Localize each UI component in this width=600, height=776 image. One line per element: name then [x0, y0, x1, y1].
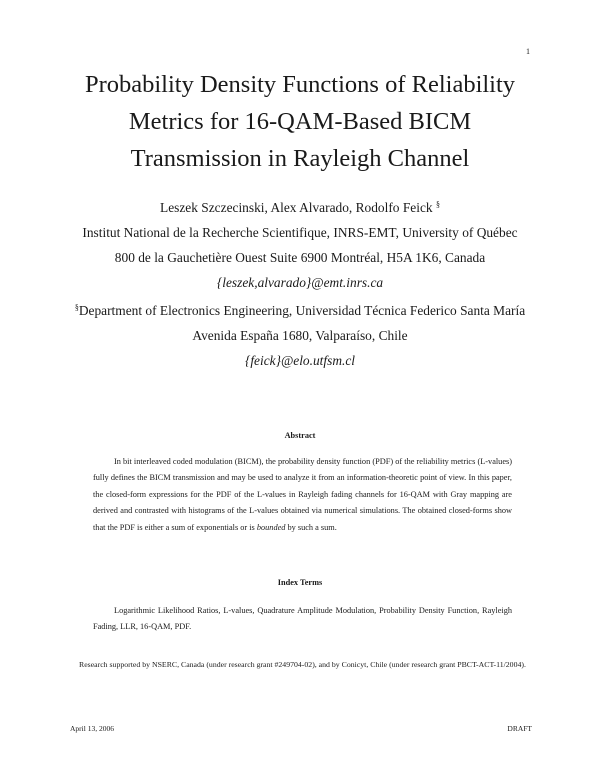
title-line-3: Transmission in Rayleigh Channel [130, 145, 470, 172]
author-names [0, 192, 600, 220]
author-footnote-mark: § [435, 200, 440, 209]
affiliation-1-line-1: Institut National de la Recherche Scientifique, INRS-EMT, University of Québec [82, 225, 518, 240]
funding-footnote-text: Research supported by NSERC, Canada (under research grant #249704-02), and by Conicyt, Chile (under research grant PBCT-ACT-11/2004). [79, 660, 526, 669]
abstract-emphasis: bounded [256, 522, 286, 532]
email-2: {feick}@elo.utfsm.cl [244, 353, 356, 368]
index-terms-text: Logarithmic Likelihood Ratios, L-values, Quadrature Amplitude Modulation, Probability Density Function, Rayleigh Fading, LLR, 16-QAM, PDF. [93, 606, 512, 631]
author-block [0, 192, 600, 373]
abstract-paragraph [93, 454, 512, 536]
abstract-heading: Abstract [284, 431, 316, 440]
email-1: {leszek,alvarado}@emt.inrs.ca [216, 275, 384, 290]
affiliation-2-line-2: Avenida España 1680, Valparaíso, Chile [192, 328, 408, 343]
index-terms-heading: Index Terms [277, 578, 323, 587]
index-terms-body [93, 603, 512, 635]
footer-date: April 13, 2006 [70, 724, 114, 733]
title-line-1: Probability Density Functions of Reliability [84, 71, 516, 98]
affiliation-1-line-2: 800 de la Gauchetière Ouest Suite 6900 Montréal, H5A 1K6, Canada [114, 250, 486, 265]
affiliation-2-line-1-text: Department of Electronics Engineering, Universidad Técnica Federico Santa María [78, 303, 526, 318]
footer-status: DRAFT [507, 724, 532, 733]
paper-title [0, 66, 600, 177]
funding-footnote [69, 657, 530, 673]
affiliation-2-line-1 [0, 295, 600, 323]
abstract-text-end: by such a sum. [287, 522, 337, 532]
author-names-text: Leszek Szczecinski, Alex Alvarado, Rodolfo Feick [160, 200, 433, 215]
abstract-body [93, 454, 512, 536]
title-line-2: Metrics for 16-QAM-Based BICM [128, 108, 472, 135]
abstract-text: In bit interleaved coded modulation (BICM), the probability density function (PDF) of the reliability metrics (L-values) fully defines the BICM transmission and may be used to analyze it from an information-theoretic point of view. In this paper, the closed-form expressions for the PDF of the L-values in Rayleigh fading channels for 16-QAM with Gray mapping are derived and contrasted with histograms of the L-values obtained via numerical simulations. The obtained closed-forms show that the PDF is either a sum of exponentials or is [93, 457, 512, 532]
affiliation-2-mark: § [74, 303, 79, 312]
page-number: 1 [526, 47, 530, 56]
